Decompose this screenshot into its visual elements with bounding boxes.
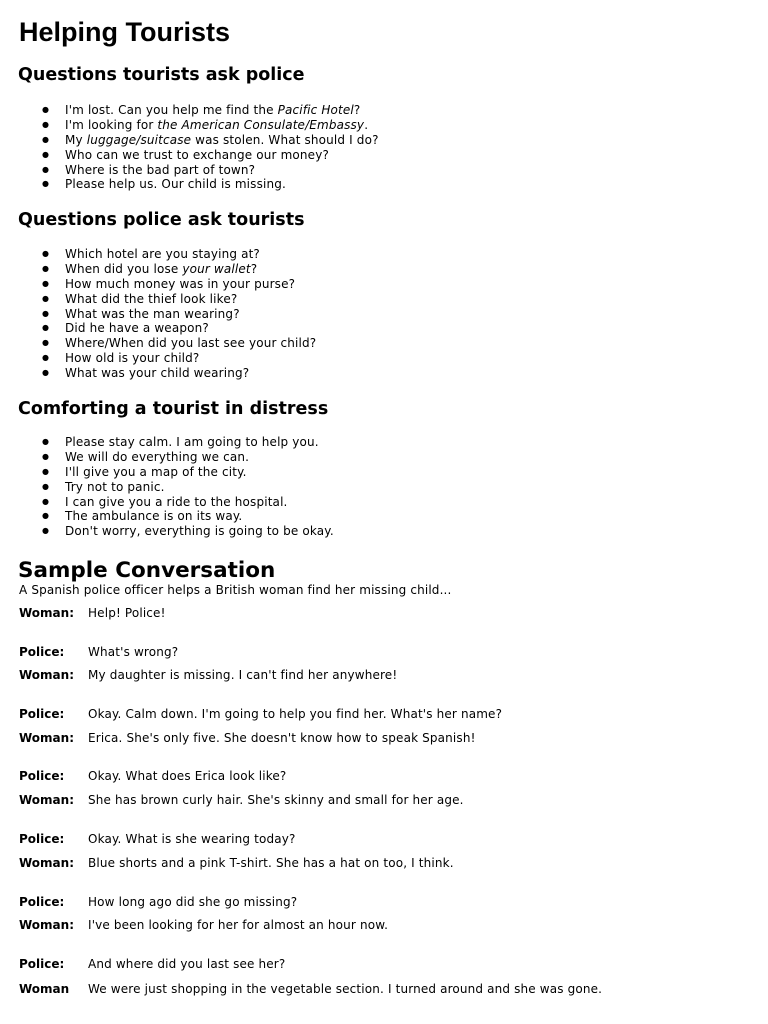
page-title: Helping Tourists xyxy=(19,17,231,47)
list-item xyxy=(18,509,334,524)
bullet-icon: ● xyxy=(42,323,50,333)
list-item-text: Please stay calm. I am going to help you. xyxy=(65,435,319,449)
conversation-turn xyxy=(18,606,758,646)
speaker-label: Woman: xyxy=(19,793,74,807)
bullet-icon: ● xyxy=(42,511,50,521)
conversation-heading: Sample Conversation xyxy=(18,558,276,583)
list-item xyxy=(18,524,334,539)
list-item xyxy=(18,480,334,495)
tourist-questions-list xyxy=(18,103,379,192)
dialogue-line: Erica. She's only five. She doesn't know how to speak Spanish! xyxy=(88,731,476,745)
list-item xyxy=(18,307,316,322)
bullet-icon: ● xyxy=(42,466,50,476)
list-item-text: My xyxy=(65,132,87,147)
speaker-label: Police: xyxy=(19,957,65,971)
list-item-text: How much money was in your purse? xyxy=(65,276,296,291)
list-item-emphasis: your wallet xyxy=(182,261,251,276)
list-item-text-end: . xyxy=(364,117,369,132)
list-item xyxy=(18,321,316,336)
list-item xyxy=(18,118,379,133)
list-item-text-end: was stolen. What should I do? xyxy=(191,132,379,147)
list-item-text: Which hotel are you staying at? xyxy=(65,247,260,261)
bullet-icon: ● xyxy=(42,496,50,506)
list-item-text: How old is your child? xyxy=(65,351,200,366)
list-item-text: What was your child wearing? xyxy=(65,366,250,381)
conversation-turn xyxy=(18,668,758,708)
list-item xyxy=(18,163,379,178)
list-item-text: Where is the bad part of town? xyxy=(65,162,256,177)
list-item-text: The ambulance is on its way. xyxy=(65,509,243,524)
list-item-emphasis: luggage/suitcase xyxy=(86,132,192,147)
list-item-text: When did you lose xyxy=(65,261,183,276)
bullet-icon: ● xyxy=(42,134,50,144)
list-item xyxy=(18,133,379,148)
list-item xyxy=(18,450,334,465)
bullet-icon: ● xyxy=(42,249,50,258)
conversation-turn xyxy=(18,793,758,833)
bullet-icon: ● xyxy=(42,451,50,461)
list-item xyxy=(18,103,379,118)
section-heading-tourist-questions: Questions tourists ask police xyxy=(18,65,305,85)
list-item xyxy=(18,262,316,277)
bullet-icon: ● xyxy=(42,526,50,536)
conversation-turn xyxy=(18,982,758,1022)
list-item xyxy=(18,292,316,307)
bullet-icon: ● xyxy=(42,338,50,348)
dialogue-line: Help! Police! xyxy=(88,606,166,620)
list-item-text: Did he have a weapon? xyxy=(65,321,209,336)
list-item xyxy=(18,366,316,381)
comforting-phrases-list xyxy=(18,435,334,539)
bullet-icon: ● xyxy=(42,164,50,174)
list-item xyxy=(18,465,334,480)
conversation-turn xyxy=(18,731,758,771)
list-item-text-end: ? xyxy=(353,103,361,117)
conversation-turn xyxy=(18,856,758,896)
bullet-icon: ● xyxy=(42,293,50,303)
bullet-icon: ● xyxy=(42,179,50,189)
list-item xyxy=(18,351,316,366)
dialogue-line: We were just shopping in the vegetable section. I turned around and she was gone. xyxy=(88,982,603,996)
speaker-label: Police: xyxy=(19,769,65,783)
list-item-text-end: ? xyxy=(250,261,258,276)
bullet-icon: ● xyxy=(42,481,50,491)
list-item-emphasis: Pacific Hotel xyxy=(277,103,354,117)
list-item xyxy=(18,247,316,262)
list-item-text: We will do everything we can. xyxy=(65,449,250,464)
speaker-label: Woman: xyxy=(19,731,74,745)
conversation-intro: A Spanish police officer helps a British woman find her missing child... xyxy=(19,583,452,597)
bullet-icon: ● xyxy=(42,308,50,318)
speaker-label: Police: xyxy=(19,707,65,721)
dialogue-line: And where did you last see her? xyxy=(88,957,286,971)
bullet-icon: ● xyxy=(42,353,50,363)
list-item-text: I can give you a ride to the hospital. xyxy=(65,494,288,509)
speaker-label: Police: xyxy=(19,832,65,846)
speaker-label: Woman: xyxy=(19,606,74,620)
dialogue-line: Okay. What is she wearing today? xyxy=(88,832,296,846)
list-item-text: I'll give you a map of the city. xyxy=(65,464,247,479)
speaker-label: Woman: xyxy=(19,918,74,932)
section-heading-police-questions: Questions police ask tourists xyxy=(18,210,305,230)
speaker-label: Police: xyxy=(19,645,65,659)
bullet-icon: ● xyxy=(42,149,50,159)
list-item-text: Try not to panic. xyxy=(65,479,165,494)
conversation-turn xyxy=(18,918,758,958)
bullet-icon: ● xyxy=(42,105,50,114)
dialogue-line: Okay. What does Erica look like? xyxy=(88,769,287,783)
speaker-label: Woman xyxy=(19,982,70,996)
list-item-emphasis: the American Consulate/Embassy xyxy=(157,117,365,132)
list-item-text: Please help us. Our child is missing. xyxy=(65,177,286,192)
list-item-text: I'm looking for xyxy=(65,117,158,132)
speaker-label: Woman: xyxy=(19,856,74,870)
dialogue-line: How long ago did she go missing? xyxy=(88,895,298,909)
speaker-label: Woman: xyxy=(19,668,74,682)
bullet-icon: ● xyxy=(42,278,50,288)
list-item-text: I'm lost. Can you help me find the xyxy=(65,103,278,117)
list-item xyxy=(18,435,334,450)
list-item xyxy=(18,336,316,351)
list-item xyxy=(18,277,316,292)
police-questions-list xyxy=(18,247,316,381)
bullet-icon: ● xyxy=(42,437,50,446)
list-item-text: Where/When did you last see your child? xyxy=(65,336,317,351)
dialogue-line: Blue shorts and a pink T-shirt. She has a hat on too, I think. xyxy=(88,856,454,870)
section-heading-comforting: Comforting a tourist in distress xyxy=(18,399,329,419)
dialogue-line: What's wrong? xyxy=(88,645,179,659)
list-item-text: Who can we trust to exchange our money? xyxy=(65,147,329,162)
dialogue-line: She has brown curly hair. She's skinny and small for her age. xyxy=(88,793,464,807)
speaker-label: Police: xyxy=(19,895,65,909)
list-item-text: Don't worry, everything is going to be okay. xyxy=(65,524,334,539)
dialogue-line: I've been looking for her for almost an hour now. xyxy=(88,918,389,932)
dialogue-line: Okay. Calm down. I'm going to help you find her. What's her name? xyxy=(88,707,503,721)
list-item-text: What did the thief look like? xyxy=(65,291,238,306)
bullet-icon: ● xyxy=(42,119,50,129)
list-item xyxy=(18,495,334,510)
bullet-icon: ● xyxy=(42,263,50,273)
list-item-text: What was the man wearing? xyxy=(65,306,240,321)
list-item xyxy=(18,148,379,163)
list-item xyxy=(18,177,379,192)
dialogue-line: My daughter is missing. I can't find her anywhere! xyxy=(88,668,398,682)
bullet-icon: ● xyxy=(42,368,50,378)
